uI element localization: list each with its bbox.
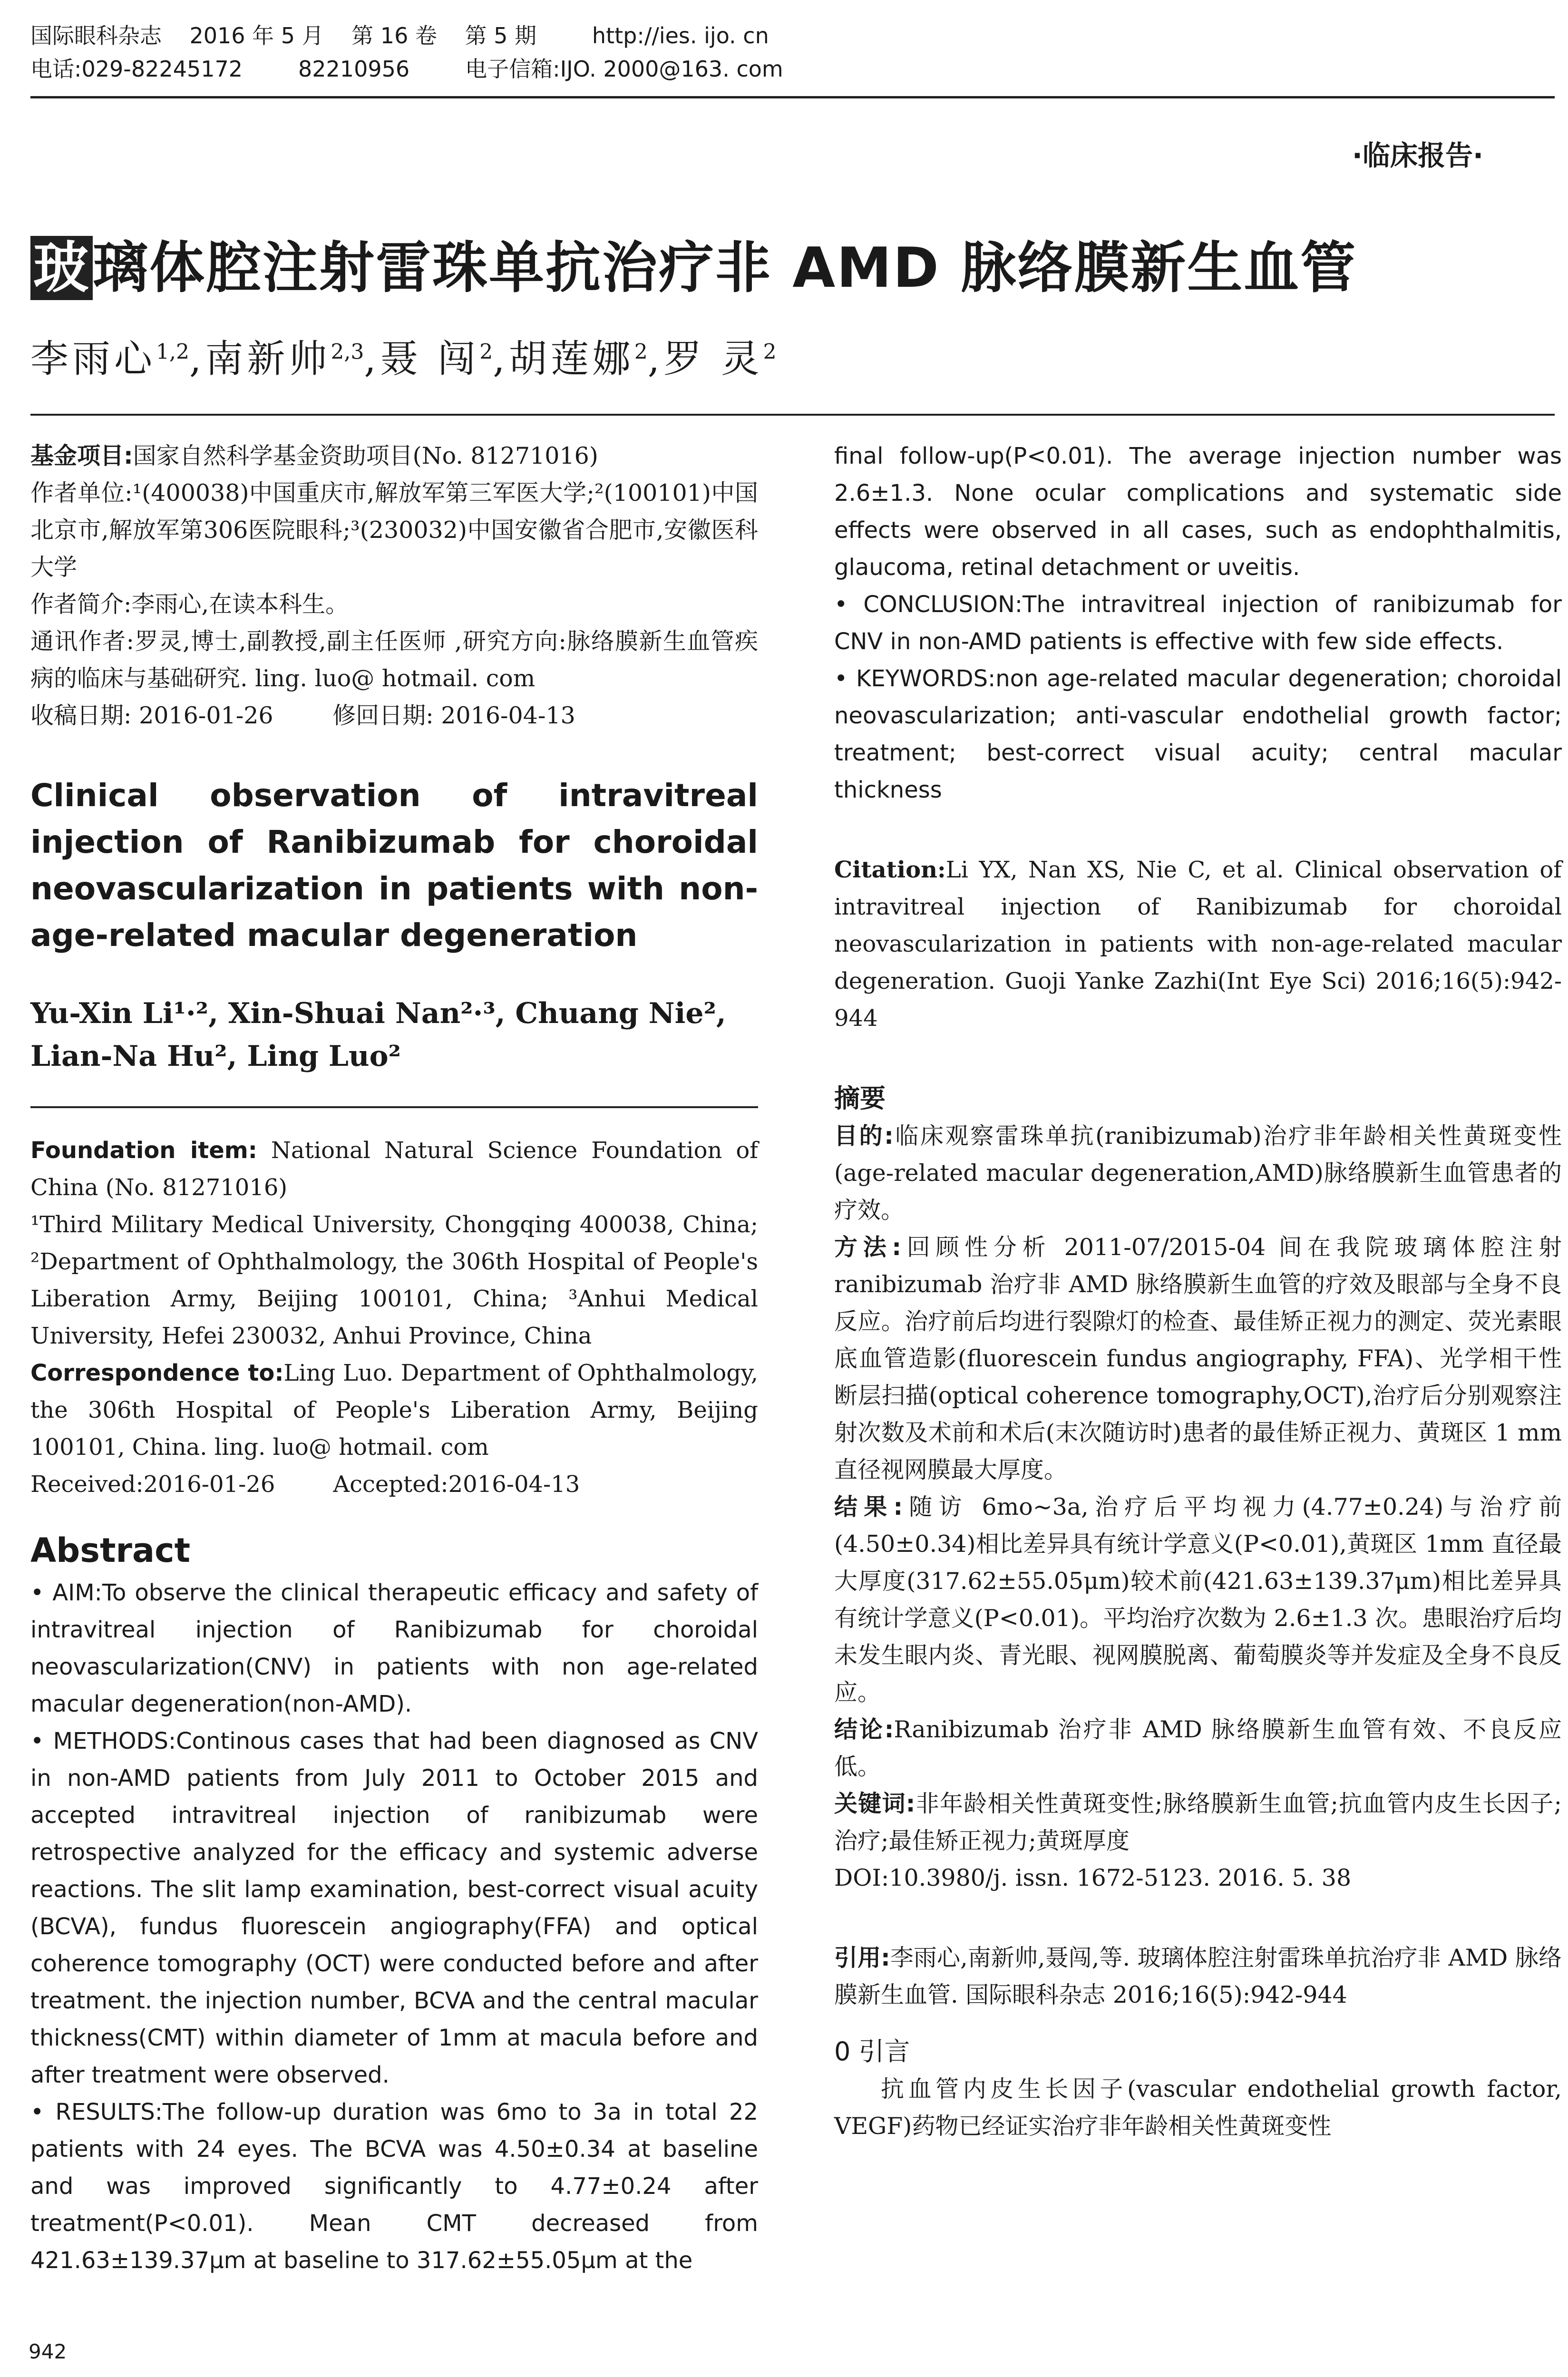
foundation-en-text: National Natural Science Foundation of China (No. 81271016) [30, 1137, 758, 1201]
authors-en: Yu-Xin Li¹·², Xin-Shuai Nan²·³, Chuang Nie², Lian-Na Hu², Ling Luo² [30, 997, 726, 1073]
author-sup: 2 [634, 340, 648, 364]
foundation-en-label: Foundation item: [30, 1137, 257, 1164]
aim-label: • AIM: [30, 1579, 102, 1606]
author-sup: 2,3 [331, 340, 364, 364]
aim-text: To observe the clinical therapeutic efficacy and safety of intravitreal injection of Ranibizumab for choroidal neovascularization(CNV) in patients with non age-related macular degeneration(non-AMD). [30, 1579, 758, 1717]
abstract-aim [30, 1574, 758, 1723]
abstract-keywords [834, 660, 1562, 809]
methods-cn-label: 方法: [834, 1234, 902, 1261]
author-sup: 2 [763, 340, 777, 364]
page-number: 942 [29, 2340, 67, 2363]
correspondence-en [30, 1354, 758, 1466]
foundation-en [30, 1132, 758, 1206]
citation-cn-text: 李雨心,南新帅,聂闯,等. 玻璃体腔注射雷珠单抗治疗非 AMD 脉络膜新生血管. 国际眼科杂志 2016;16(5):942-944 [834, 1944, 1562, 2008]
bio-cn-text: 李雨心,在读本科生。 [131, 591, 349, 618]
affiliations-en: ¹Third Military Medical University, Chongqing 400038, China; ²Department of Ophthalmology, the 306th Hospital of People's Liberation Army, Beijing 100101, China; ³Anhui Medical University, Hefei 230032, Anhui Province, China [30, 1211, 758, 1349]
header-line-2: 电话:029-82245172 82210956 电子信箱:IJO. 2000@163. com [30, 56, 783, 82]
corr-cn-text: 罗灵,博士,副教授,副主任医师 ,研究方向:脉络膜新生血管疾病的临床与基础研究. ling. luo@ hotmail. com [30, 628, 759, 692]
right-column [834, 438, 1562, 2145]
keywords-cn-text: 非年龄相关性黄斑变性;脉络膜新生血管;抗血管内皮生长因子;治疗;最佳矫正视力;黄斑厚度 [834, 1790, 1562, 1854]
unit-cn-text: ¹(400038)中国重庆市,解放军第三军医大学;²(100101)中国北京市,解放军第306医院眼科;³(230032)中国安徽省合肥市,安徽医科大学 [30, 479, 758, 581]
author-name: ,南新帅 [189, 337, 331, 381]
abstract-cn-methods [834, 1229, 1562, 1489]
results-cn-label: 结果: [834, 1493, 903, 1520]
dates-cn: 收稿日期: 2016-01-26 修回日期: 2016-04-13 [30, 702, 575, 729]
results-text: The follow-up duration was 6mo to 3a in total 22 patients with 24 eyes. The BCVA was 4.50±0.34 at baseline and was improved significantly to 4.77±0.24 after treatment(P<0.01). Mean CMT decreased from 421.63±139.37μm at baseline to 317.62±55.05μm at the [30, 2099, 758, 2274]
spacer [834, 2014, 1562, 2033]
spacer [834, 1037, 1562, 1080]
results-label: • RESULTS: [30, 2099, 163, 2125]
citation-en [834, 851, 1562, 1037]
objective-cn-text: 临床观察雷珠单抗(ranibizumab)治疗非年龄相关性黄斑变性(age-related macular degeneration,AMD)脉络膜新生血管患者的疗效。 [834, 1122, 1562, 1224]
unit-cn [30, 475, 758, 586]
fund-cn [30, 438, 758, 475]
header-line-1: 国际眼科杂志 2016 年 5 月 第 16 卷 第 5 期 http://ies. ijo. cn [30, 23, 769, 49]
abstract-cn-objective [834, 1118, 1562, 1229]
abstract-cn-results [834, 1489, 1562, 1711]
article-title-en: Clinical observation of intravitreal injection of Ranibizumab for choroidal neovascularization in patients with non-age-related macular degeneration [30, 777, 758, 954]
received-en: Received:2016-01-26 Accepted:2016-04-13 [30, 1471, 580, 1498]
left-column [30, 438, 758, 2279]
bio-cn-label: 作者简介: [30, 591, 132, 618]
bio-cn [30, 586, 758, 623]
author-sup: 1,2 [156, 340, 189, 364]
conclusion-text: The intravitreal injection of ranibizumab for CNV in non-AMD patients is effective with few side effects. [834, 591, 1562, 655]
conclusion-label: • CONCLUSION: [834, 591, 1023, 618]
doi: DOI:10.3980/j. issn. 1672-5123. 2016. 5. 38 [834, 1864, 1352, 1891]
fund-cn-text: 国家自然科学基金资助项目(No. 81271016) [133, 442, 598, 469]
abstract-cn-conclusion [834, 1711, 1562, 1785]
keywords-text: non age-related macular degeneration; choroidal neovascularization; anti-vascular endothelial growth factor; treatment; best-correct visual acuity; central macular thickness [834, 665, 1562, 803]
title-first-char: 玻 [30, 236, 93, 300]
author-name: 李雨心 [30, 337, 156, 381]
corr-cn-label: 通讯作者: [30, 628, 135, 655]
conclusion-cn-label: 结论: [834, 1716, 894, 1743]
corr-cn [30, 623, 758, 697]
author-name: ,胡莲娜 [493, 337, 634, 381]
citation-cn [834, 1939, 1562, 2014]
keywords-label: • KEYWORDS: [834, 665, 996, 692]
abstract-results [30, 2094, 758, 2279]
correspondence-en-label: Correspondence to: [30, 1360, 284, 1386]
journal-page [30, 19, 1562, 2359]
article-title-cn [30, 224, 1357, 303]
author-name: ,聂 闯 [364, 337, 480, 381]
methods-cn-text: 回顾性分析 2011-07/2015-04 间在我院玻璃体腔注射 ranibizumab 治疗非 AMD 脉络膜新生血管的疗效及眼部与全身不良反应。治疗前后均进行裂隙灯的检查、最佳矫正视力的测定、荧光素眼底血管造影(fluorescein fundus angiography, FFA)、光学相干性断层扫描(optical coherence tomography,OCT),治疗后分别观察注射次数及术前和术后(末次随访时)患者的最佳矫正视力、黄斑区 1 mm 直径视网膜最大厚度。 [834, 1234, 1562, 1483]
abstract-conclusion [834, 586, 1562, 660]
mid-rule [30, 1106, 758, 1108]
citation-en-text: Li YX, Nan XS, Nie C, et al. Clinical observation of intravitreal injection of Ranibizumab for choroidal neovascularization in patients with non-age-related macular degeneration. Guoji Yanke Zazhi(Int Eye Sci) 2016;16(5):942-944 [834, 857, 1562, 1032]
results-cn-text: 随访 6mo~3a,治疗后平均视力(4.77±0.24)与治疗前(4.50±0.34)相比差异具有统计学意义(P<0.01),黄斑区 1mm 直径最大厚度(317.62±55.05μm)较术前(421.63±139.37μm)相比差异具有统计学意义(P<0.01)。平均治疗次数为 2.6±1.3 次。患眼治疗后均未发生眼内炎、青光眼、视网膜脱离、葡萄膜炎等并发症及全身不良反应。 [834, 1493, 1562, 1706]
spacer [834, 1897, 1562, 1939]
unit-cn-label: 作者单位: [30, 479, 133, 507]
objective-cn-label: 目的: [834, 1122, 894, 1150]
spacer [834, 809, 1562, 851]
abstract-heading: Abstract [30, 1531, 191, 1570]
abstract-cn-keywords [834, 1785, 1562, 1860]
methods-text: Continous cases that had been diagnosed as CNV in non-AMD patients from July 2011 to October 2015 and accepted intravitreal injection of ranibizumab were retrospective analyzed for the efficacy and systemic adverse reactions. The slit lamp examination, best-correct visual acuity (BCVA), fundus fluorescein angiography(FFA) and optical coherence tomography (OCT) were conducted before and after treatment. the injection number, BCVA and the central macular thickness(CMT) within diameter of 1mm at macula before and after treatment were observed. [30, 1728, 759, 2088]
citation-cn-label: 引用: [834, 1944, 890, 1971]
top-rule [30, 414, 1555, 416]
author-sup: 2 [479, 340, 493, 364]
abstract-methods [30, 1723, 758, 2094]
author-name: ,罗 灵 [647, 337, 763, 381]
section-tag: ·临床报告· [1352, 139, 1483, 172]
keywords-cn-label: 关键词: [834, 1790, 915, 1817]
title-rest: 璃体腔注射雷珠单抗治疗非 AMD 脉络膜新生血管 [93, 236, 1357, 300]
abstract-cn-heading: 摘要 [834, 1083, 886, 1113]
header-rule [30, 96, 1555, 98]
intro-text: 抗血管内皮生长因子(vascular endothelial growth factor, VEGF)药物已经证实治疗非年龄相关性黄斑变性 [834, 2075, 1562, 2140]
methods-label: • METHODS: [30, 1728, 176, 1754]
conclusion-cn-text: Ranibizumab 治疗非 AMD 脉络膜新生血管有效、不良反应低。 [834, 1716, 1562, 1780]
citation-en-label: Citation: [834, 857, 946, 883]
authors-cn [30, 328, 777, 383]
abstract-results-cont: final follow-up(P<0.01). The average injection number was 2.6±1.3. None ocular complications and systematic side effects were observed in all cases, such as endophthalmitis, glaucoma, retinal detachment or uveitis. [834, 443, 1562, 581]
correspondence-en-text: Ling Luo. Department of Ophthalmology, the 306th Hospital of People's Liberation Army, Beijing 100101, China. ling. luo@ hotmail. com [30, 1360, 759, 1461]
fund-cn-label: 基金项目: [30, 442, 133, 469]
intro-heading: 0 引言 [834, 2036, 910, 2066]
